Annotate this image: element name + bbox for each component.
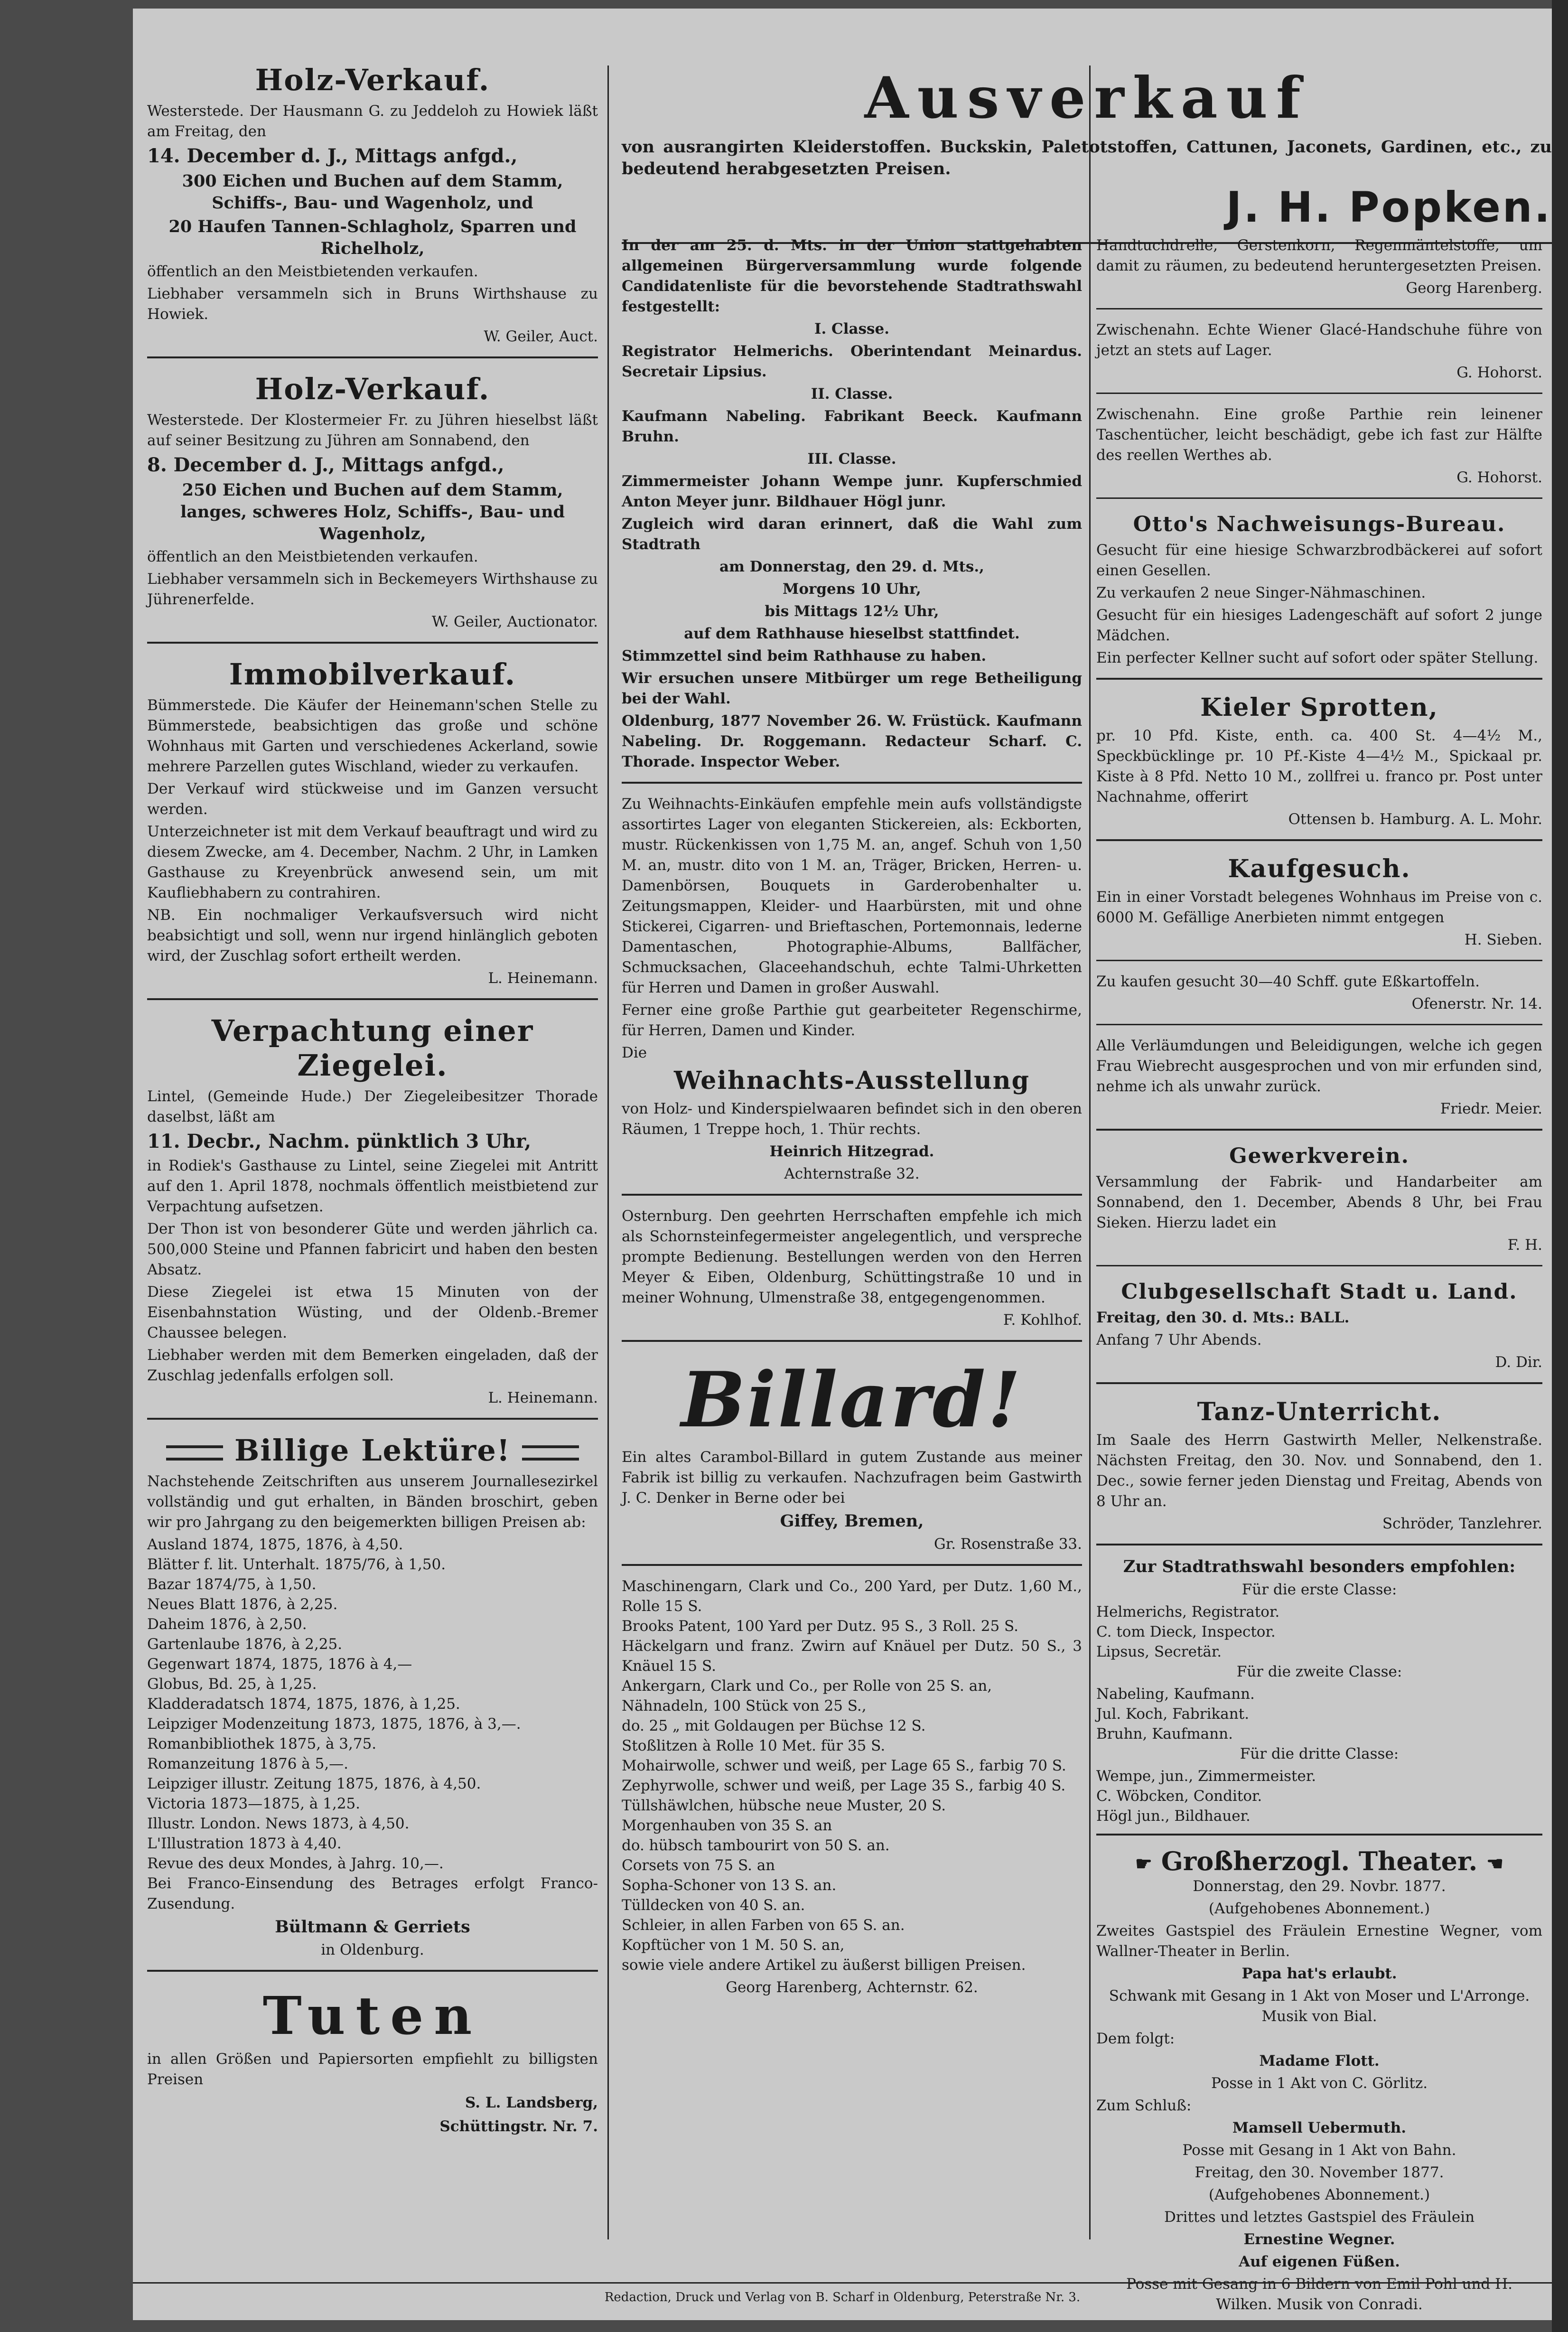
ad-text: Morgens 10 Uhr,: [783, 581, 921, 598]
journal-item: Blätter f. lit. Unterhalt. 1875/76, à 1,50.: [147, 1556, 446, 1573]
ad-title: Immobilverkauf.: [229, 657, 516, 692]
scan-edge: [1552, 0, 1568, 2332]
ad-title: Ausverkauf: [864, 65, 1309, 131]
ad-title: Billard!: [681, 1355, 1023, 1444]
journal-item: Gegenwart 1874, 1875, 1876 à 4,—: [147, 1656, 412, 1673]
ad-text: Alle Verläumdungen und Beleidigungen, welche ich gegen Frau Wiebrecht ausgesprochen und von mir erfunden sind, nehme ich als unwahr zurück.: [1096, 1037, 1542, 1095]
ad-signature: W. Geiler, Auct.: [484, 328, 598, 345]
ad-text: Ferner eine große Parthie gut gearbeiteter Regenschirme, für Herren, Damen und Kinder.: [622, 1002, 1082, 1039]
ad-signature-address: Gr. Rosenstraße 33.: [934, 1536, 1082, 1553]
ad-signature: F. Kohlhof.: [1003, 1311, 1082, 1329]
ad-signature-place: in Oldenburg.: [321, 1941, 424, 1958]
ad-text: öffentlich an den Meistbietenden verkaufen.: [147, 263, 478, 280]
ad-text: Posse in 1 Akt von C. Görlitz.: [1211, 2075, 1428, 2092]
ad-text: Schwank mit Gesang in 1 Akt von Moser und L'Arronge. Musik von Bial.: [1109, 1987, 1530, 2025]
journal-item: Victoria 1873—1875, à 1,25.: [147, 1795, 361, 1812]
ad-text: Dem folgt:: [1096, 2030, 1175, 2047]
ad-text: in allen Größen und Papiersorten empfiehlt zu billigsten Preisen: [147, 2051, 598, 2088]
class-heading: Für die erste Classe:: [1241, 1581, 1397, 1598]
ad-text: Gesucht für eine hiesige Schwarzbrodbäckerei auf sofort einen Gesellen.: [1096, 542, 1542, 579]
ad-text: von ausrangirten Kleiderstoffen. Buckskin, Paletotstoffen, Cattunen, Jaconets, Gardinen, etc., zu bedeutend herabgesetzten Preisen.: [622, 137, 1552, 178]
ad-text: 300 Eichen und Buchen auf dem Stamm, Schiffs-, Bau- und Wagenholz, und: [182, 171, 563, 213]
column-middle-lower: [622, 232, 1082, 2014]
ad-text: von Holz- und Kinderspielwaaren befindet sich in den oberen Räumen, 1 Treppe hoch, 1. Thür rechts.: [622, 1100, 1082, 1138]
journal-item: Globus, Bd. 25, à 1,25.: [147, 1676, 317, 1693]
double-rule-icon: [522, 1445, 579, 1461]
ad-date: 14. December d. J., Mittags anfgd.,: [147, 145, 518, 167]
candidate-item: Jul. Koch, Fabrikant.: [1096, 1705, 1250, 1723]
journal-item: Daheim 1876, à 2,50.: [147, 1616, 307, 1633]
ad-text: Handtuchdrelle, Gerstenkorn, Regenmäntelstoffe, um damit zu räumen, zu bedeutend heruntergesetzten Preisen.: [1096, 237, 1542, 274]
ad-tuten: [147, 1978, 598, 2147]
journal-item: Bazar 1874/75, à 1,50.: [147, 1576, 317, 1593]
actress-name: Ernestine Wegner.: [1243, 2231, 1395, 2248]
goods-item: Zephyrwolle, schwer und weiß, per Lage 35 S., farbig 40 S.: [622, 1777, 1066, 1794]
ad-text: öffentlich an den Meistbietenden verkaufen.: [147, 548, 478, 565]
ad-text: Westerstede. Der Hausmann G. zu Jeddeloh zu Howiek läßt am Freitag, den: [147, 103, 598, 140]
candidate-item: Högl jun., Bildhauer.: [1096, 1808, 1251, 1825]
goods-item: Tülldecken von 40 S. an.: [622, 1897, 805, 1914]
goods-item: Morgenhauben von 35 S. an: [622, 1817, 832, 1834]
ad-text: Bei Franco-Einsendung des Betrages erfolgt Franco-Zusendung.: [147, 1875, 598, 1912]
ad-stadtratswahl: [622, 232, 1082, 784]
ad-text: Freitag, den 30. November 1877.: [1195, 2164, 1444, 2181]
ad-text: Westerstede. Der Klostermeier Fr. zu Jühren hieselbst läßt auf seiner Besitzung zu Jühren am Sonnabend, den: [147, 412, 598, 449]
ad-text: Liebhaber versammeln sich in Bruns Wirthshause zu Howiek.: [147, 285, 598, 323]
ad-signature: W. Geiler, Auctionator.: [431, 613, 598, 630]
ad-signature: Georg Harenberg.: [1406, 280, 1542, 297]
candidate-item: Nabeling, Kaufmann.: [1096, 1686, 1255, 1703]
ad-title: Kieler Sprotten,: [1200, 693, 1438, 722]
ad-text: Unterzeichneter ist mit dem Verkauf beauftragt und wird zu diesem Zwecke, am 4. December, Nachm. 2 Uhr, in Lamken Gasthause zu Kreyenbrück anwesend sein, um mit Kaufliebhabern zu contrahiren.: [147, 823, 598, 901]
ad-signature: L. Heinemann.: [488, 970, 598, 987]
ad-signature: Schröder, Tanzlehrer.: [1382, 1515, 1542, 1532]
ad-text: Zwischenahn. Eine große Parthie rein leinener Taschentücher, leicht beschädigt, gebe ich fast zur Hälfte des reellen Werthes ab.: [1096, 406, 1542, 464]
class-heading: I. Classe.: [814, 320, 890, 337]
ad-signature: H. Sieben.: [1464, 931, 1542, 948]
ad-handtuchdrelle: [1096, 232, 1542, 309]
goods-item: Kopftücher von 1 M. 50 S. an,: [622, 1937, 845, 1954]
ad-clubgesellschaft: [1096, 1273, 1542, 1384]
ad-nachweisungs-bureau: [1096, 506, 1542, 680]
journal-list: [147, 1535, 598, 1873]
ad-text: Drittes und letztes Gastspiel des Fräulein: [1164, 2209, 1475, 2226]
ad-theater: [1096, 1842, 1542, 2324]
candidate-item: Bruhn, Kaufmann.: [1096, 1725, 1233, 1742]
goods-item: Häckelgarn und franz. Zwirn auf Knäuel per Dutz. 50 S., 3 Knäuel 15 S.: [622, 1638, 1082, 1675]
ad-title-text: Billige Lektüre!: [234, 1433, 511, 1468]
goods-item: Stoßlitzen à Rolle 10 Met. für 35 S.: [622, 1737, 886, 1754]
column-rule: [1089, 66, 1091, 2239]
ad-signature: D. Dir.: [1495, 1354, 1542, 1371]
ad-ausverkauf: [622, 56, 1552, 244]
candidate-list: [1096, 1602, 1542, 1662]
ad-text: Ein in einer Vorstadt belegenes Wohnhaus im Preise von c. 6000 M. Gefällige Anerbieten nimmt entgegen: [1096, 889, 1542, 926]
ad-harenberg-waren: [622, 1573, 1082, 2007]
goods-item: Sopha-Schoner von 13 S. an.: [622, 1877, 837, 1894]
pointing-hand-left-icon: ☚: [1486, 1853, 1503, 1875]
journal-item: Leipziger illustr. Zeitung 1875, 1876, à 4,50.: [147, 1775, 481, 1792]
candidate-item: C. Wöbcken, Conditor.: [1096, 1788, 1262, 1805]
column-right: [1096, 232, 1542, 2331]
class-heading: II. Classe.: [811, 385, 893, 403]
ad-text: in Rodiek's Gasthause zu Lintel, seine Ziegelei mit Antritt auf den 1. April 1878, nochmals öffentlich meistbietend zur Verpachtung aufsetzen.: [147, 1157, 598, 1215]
column-rule: [607, 66, 609, 2239]
ad-kaufgesuch: [1096, 848, 1542, 961]
ad-signature: G. Hohorst.: [1456, 364, 1542, 381]
pointing-hand-right-icon: ☛: [1135, 1853, 1152, 1875]
ad-text: Der Verkauf wird stückweise und im Ganzen versucht werden.: [147, 780, 598, 818]
ad-widerruf: [1096, 1032, 1542, 1131]
ad-holz-verkauf-1: [147, 56, 598, 358]
ad-weihnachts-einkaeufe: [622, 790, 1082, 1196]
journal-item: Kladderadatsch 1874, 1875, 1876, à 1,25.: [147, 1695, 460, 1713]
ad-signature: J. H. Popken.: [1226, 183, 1552, 232]
ad-text: Osternburg. Den geehrten Herrschaften empfehle ich mich als Schornsteinfegermeister angelegentlich, und verspreche prompte Bedienung. Bestellungen werden von den Herren Meyer & Eiben, Oldenburg, Schüttingstraße 10 und in meiner Wohnung, Ulmenstraße 38, entgegengenommen.: [622, 1208, 1082, 1306]
ad-text: Wir ersuchen unsere Mitbürger um rege Betheiligung bei der Wahl.: [622, 670, 1082, 707]
goods-item: Mohairwolle, schwer und weiß, per Lage 65 S., farbig 70 S.: [622, 1757, 1066, 1774]
double-rule-icon: [166, 1445, 223, 1461]
ad-signature-address: Schüttingstr. Nr. 7.: [439, 2118, 598, 2135]
ad-text: Posse mit Gesang in 1 Akt von Bahn.: [1182, 2142, 1456, 2159]
ad-billard: [622, 1349, 1082, 1566]
candidate-item: Helmerichs, Registrator.: [1096, 1603, 1280, 1620]
ad-title: Zur Stadtrathswahl besonders empfohlen:: [1123, 1557, 1516, 1576]
ad-signature: L. Heinemann.: [488, 1389, 598, 1406]
ad-immobilverkauf: [147, 650, 598, 1000]
class-heading: III. Classe.: [807, 450, 896, 468]
column-middle: [622, 56, 1568, 251]
ad-text: Stimmzettel sind beim Rathhause zu haben.: [622, 647, 987, 665]
ad-title: [1096, 1846, 1542, 1876]
ad-text: Zugleich wird daran erinnert, daß die Wahl zum Stadtrath: [622, 515, 1082, 553]
ad-signature-address: Achternstraße 32.: [784, 1165, 920, 1182]
ad-text: bis Mittags 12½ Uhr,: [765, 603, 939, 620]
journal-item: Leipziger Modenzeitung 1873, 1875, 1876, à 3,—.: [147, 1715, 521, 1733]
ad-text: Die: [622, 1044, 647, 1061]
ad-signature: Giffey, Bremen,: [780, 1511, 924, 1531]
journal-item: Illustr. London. News 1873, à 4,50.: [147, 1815, 410, 1832]
ad-signature: Georg Harenberg, Achternstr. 62.: [726, 1979, 978, 1996]
goods-item: Maschinengarn, Clark und Co., 200 Yard, per Dutz. 1,60 M., Rolle 15 S.: [622, 1578, 1082, 1615]
ad-date: 8. December d. J., Mittags anfgd.,: [147, 454, 504, 476]
ad-text: Anfang 7 Uhr Abends.: [1096, 1331, 1262, 1349]
column-left: [147, 56, 598, 2154]
ad-text: 20 Haufen Tannen-Schlagholz, Sparren und Richelholz,: [168, 217, 577, 258]
candidate-list: [1096, 1766, 1542, 1826]
ad-title: Tanz-Unterricht.: [1197, 1397, 1442, 1426]
ad-text: Nachstehende Zeitschriften aus unserem Journallesezirkel vollständig und gut erhalten, in Bänden broschirt, geben wir pro Jahrgang zu den beigemerkten billigen Preisen ab:: [147, 1473, 598, 1531]
ad-signature: Heinrich Hitzegrad.: [769, 1143, 934, 1160]
class-heading: Für die zweite Classe:: [1236, 1663, 1402, 1680]
ad-text: Freitag, den 30. d. Mts.: BALL.: [1096, 1309, 1350, 1326]
ad-title: Verpachtung einer Ziegelei.: [211, 1013, 534, 1083]
candidate-item: C. tom Dieck, Inspector.: [1096, 1623, 1276, 1640]
ad-schornsteinfeger: [622, 1202, 1082, 1342]
ad-signature: Ottensen b. Hamburg. A. L. Mohr.: [1288, 811, 1542, 828]
ad-text: Lintel, (Gemeinde Hude.) Der Ziegeleibesitzer Thorade daselbst, läßt am: [147, 1088, 598, 1125]
play-title: Auf eigenen Füßen.: [1239, 2253, 1400, 2270]
ad-signature: G. Hohorst.: [1456, 469, 1542, 486]
ad-ziegelei: [147, 1007, 598, 1420]
goods-item: Nähnadeln, 100 Stück von 25 S.,: [622, 1697, 867, 1714]
ad-signature: F. H.: [1507, 1236, 1542, 1254]
candidate-item: Wempe, jun., Zimmermeister.: [1096, 1768, 1316, 1785]
class-heading: Für die dritte Classe:: [1240, 1745, 1399, 1762]
journal-item: L'Illustration 1873 à 4,40.: [147, 1835, 342, 1852]
ad-glace-handschuhe: [1096, 316, 1542, 394]
imprint-footer: Redaction, Druck und Verlag von B. Scharf in Oldenburg, Peterstraße Nr. 3.: [133, 2282, 1552, 2304]
goods-list: [622, 1576, 1082, 1955]
ad-text: Zwischenahn. Echte Wiener Glacé-Handschuhe führe von jetzt an stets auf Lager.: [1096, 321, 1542, 359]
ad-text: Zweites Gastspiel des Fräulein Ernestine Wegner, vom Wallner-Theater in Berlin.: [1096, 1922, 1542, 1960]
goods-item: Ankergarn, Clark und Co., per Rolle von 25 S. an,: [622, 1677, 992, 1695]
ad-tanz-unterricht: [1096, 1391, 1542, 1545]
ad-title: Gewerkverein.: [1229, 1144, 1409, 1168]
ad-text: Zu verkaufen 2 neue Singer-Nähmaschinen.: [1096, 584, 1426, 601]
ad-text: Ein altes Carambol-Billard in gutem Zustande aus meiner Fabrik ist billig zu verkaufen. Nachzufragen beim Gastwirth J. C. Denker in Berne oder bei: [622, 1449, 1082, 1507]
ad-stadtratswahl-empfehlung: [1096, 1552, 1542, 1836]
journal-item: Romanbibliothek 1875, à 3,75.: [147, 1735, 377, 1752]
ad-text: pr. 10 Pfd. Kiste, enth. ca. 400 St. 4—4½ M., Speckbücklinge pr. 10 Pf.-Kiste 4—4½ M., Spickaal pr. Kiste à 8 Pfd. Netto 10 M., zollfrei u. franco pr. Post unter Nachnahme, offerirt: [1096, 727, 1542, 805]
ad-text: Liebhaber werden mit dem Bemerken eingeladen, daß der Zuschlag jedenfalls erfolgen soll.: [147, 1347, 598, 1384]
ad-text: Der Thon ist von besonderer Güte und werden jährlich ca. 500,000 Steine und Pfannen fabricirt und haben den besten Absatz.: [147, 1220, 598, 1278]
goods-item: Corsets von 75 S. an: [622, 1857, 775, 1874]
ad-signature: Bültmann & Gerriets: [275, 1917, 470, 1937]
ad-title-text: Großherzogl. Theater.: [1161, 1846, 1478, 1876]
ad-text: NB. Ein nochmaliger Verkaufsversuch wird nicht beabsichtigt und soll, wenn nur irgend hinlänglich geboten wird, der Zuschlag sofort ertheilt werden.: [147, 907, 598, 965]
ad-signature: Friedr. Meier.: [1440, 1100, 1542, 1117]
ad-title: Tuten: [262, 1985, 483, 2046]
candidate-list: [1096, 1684, 1542, 1744]
journal-item: Romanzeitung 1876 à 5,—.: [147, 1755, 349, 1772]
play-title: Papa hat's erlaubt.: [1241, 1965, 1397, 1982]
ad-text: Bümmerstede. Die Käufer der Heinemann'schen Stelle zu Bümmerstede, beabsichtigen das große und schöne Wohnhaus mit Garten und verschiedenes Ackerland, sowie mehrere Parzellen gutes Wischland, wieder zu verkaufen.: [147, 697, 598, 775]
goods-item: Schleier, in allen Farben von 65 S. an.: [622, 1917, 905, 1934]
ad-text: auf dem Rathhause hieselbst stattfindet.: [684, 625, 1020, 642]
ad-title: Otto's Nachweisungs-Bureau.: [1133, 512, 1506, 536]
ad-title: Kaufgesuch.: [1228, 854, 1411, 883]
play-title: Madame Flott.: [1259, 2052, 1380, 2070]
ad-text: Zu kaufen gesucht 30—40 Schff. gute Eßkartoffeln.: [1096, 973, 1480, 990]
ad-text: Zimmermeister Johann Wempe junr. Kupferschmied Anton Meyer junr. Bildhauer Högl junr.: [622, 473, 1082, 510]
ad-text: Im Saale des Herrn Gastwirth Meller, Nelkenstraße. Nächsten Freitag, den 30. Nov. und Sonnabend, den 1. Dec., sowie ferner jeden Dienstag und Freitag, Abends von 8 Uhr an.: [1096, 1432, 1542, 1510]
goods-item: do. 25 „ mit Goldaugen per Büchse 12 S.: [622, 1717, 926, 1734]
candidate-item: Lipsus, Secretär.: [1096, 1643, 1222, 1660]
journal-item: Revue des deux Mondes, à Jahrg. 10,—.: [147, 1855, 444, 1872]
journal-item: Gartenlaube 1876, à 2,25.: [147, 1636, 343, 1653]
ad-text: In der am 25. d. Mts. in der Union stattgehabten allgemeinen Bürgerversammlung wurde folgende Candidatenliste für die bevorstehende Stadtrathswahl festgestellt:: [622, 237, 1082, 315]
ad-text: Donnerstag, den 29. Novbr. 1877.: [1193, 1878, 1446, 1895]
ad-text: sowie viele andere Artikel zu äußerst billigen Preisen.: [622, 1957, 1026, 1974]
ad-kieler-sprotten: [1096, 686, 1542, 841]
goods-item: Tüllshäwlchen, hübsche neue Muster, 20 S.: [622, 1797, 946, 1814]
ad-date: 11. Decbr., Nachm. pünktlich 3 Uhr,: [147, 1130, 532, 1152]
ad-text: Oldenburg, 1877 November 26. W. Früstück. Kaufmann Nabeling. Dr. Roggemann. Redacteur Scharf. C. Thorade. Inspector Weber.: [622, 712, 1082, 770]
journal-item: Neues Blatt 1876, à 2,25.: [147, 1596, 338, 1613]
play-title: Mamsell Uebermuth.: [1232, 2119, 1407, 2136]
ad-text: Gesucht für ein hiesiges Ladengeschäft auf sofort 2 junge Mädchen.: [1096, 607, 1542, 644]
ad-billige-lektuere: [147, 1426, 598, 1972]
ad-text: Registrator Helmerichs. Oberintendant Meinardus. Secretair Lipsius.: [622, 343, 1082, 380]
ad-text: am Donnerstag, den 29. d. Mts.,: [719, 558, 984, 575]
ad-title: Weihnachts-Ausstellung: [674, 1066, 1030, 1095]
ad-kartoffeln: [1096, 968, 1542, 1025]
goods-item: do. hübsch tambourirt von 50 S. an.: [622, 1837, 890, 1854]
ad-gewerkverein: [1096, 1137, 1542, 1266]
ad-text: (Aufgehobenes Abonnement.): [1208, 2186, 1430, 2203]
ad-title: [147, 1433, 598, 1468]
ad-text: Liebhaber versammeln sich in Beckemeyers Wirthshause zu Jührenerfelde.: [147, 571, 598, 608]
ad-title: Holz-Verkauf.: [255, 372, 490, 406]
ad-holz-verkauf-2: [147, 365, 598, 644]
ad-text: Kaufmann Nabeling. Fabrikant Beeck. Kaufmann Bruhn.: [622, 408, 1082, 445]
newspaper-page: [133, 9, 1552, 2320]
ad-text: (Aufgehobenes Abonnement.): [1208, 1900, 1430, 1917]
ad-text: Diese Ziegelei ist etwa 15 Minuten von der Eisenbahnstation Wüsting, und der Oldenb.-Bremer Chaussee belegen.: [147, 1283, 598, 1341]
goods-item: Brooks Patent, 100 Yard per Dutz. 95 S., 3 Roll. 25 S.: [622, 1618, 1019, 1635]
ad-signature: Ofenerstr. Nr. 14.: [1411, 995, 1542, 1012]
ad-text: 250 Eichen und Buchen auf dem Stamm, langes, schweres Holz, Schiffs-, Bau- und Wagenholz,: [180, 480, 565, 543]
ad-taschentuecher: [1096, 401, 1542, 499]
ad-text: Posse mit Gesang in 6 Bildern von Emil Pohl und H. Wilken. Musik von Conradi.: [1126, 2276, 1513, 2313]
ad-title: Holz-Verkauf.: [255, 63, 490, 97]
ad-text: Zum Schluß:: [1096, 2097, 1192, 2114]
ad-text: Versammlung der Fabrik- und Handarbeiter am Sonnabend, den 1. December, Abends 8 Uhr, bei Frau Sieken. Hierzu ladet ein: [1096, 1173, 1542, 1231]
ad-text: Zu Weihnachts-Einkäufen empfehle mein aufs vollständigste assortirtes Lager von eleganten Stickereien, als: Eckborten, mustr. Rückenkissen von 1,75 M. an, angef. Schuh von 1,50 M. an, mustr. dito von 1 M. an, Träger, Bricken, Herren- u. Damenbörsen, Bouquets in Garderobenhalter u. Zeitungsmappen, Kleider- und Haarbürsten, mit und ohne Stickerei, Cigarren- und Brieftaschen, Portemonnais, lederne Damentaschen, Photographie-Albums, Ballfächer, Schmucksachen, Glaceehandschuh, echte Talmi-Uhrketten für Herren und Damen in großer Auswahl.: [622, 796, 1082, 996]
journal-item: Ausland 1874, 1875, 1876, à 4,50.: [147, 1536, 403, 1553]
ad-signature: S. L. Landsberg,: [465, 2094, 598, 2111]
ad-text: Ein perfecter Kellner sucht auf sofort oder später Stellung.: [1096, 649, 1539, 666]
ad-title: Clubgesellschaft Stadt u. Land.: [1121, 1280, 1518, 1304]
